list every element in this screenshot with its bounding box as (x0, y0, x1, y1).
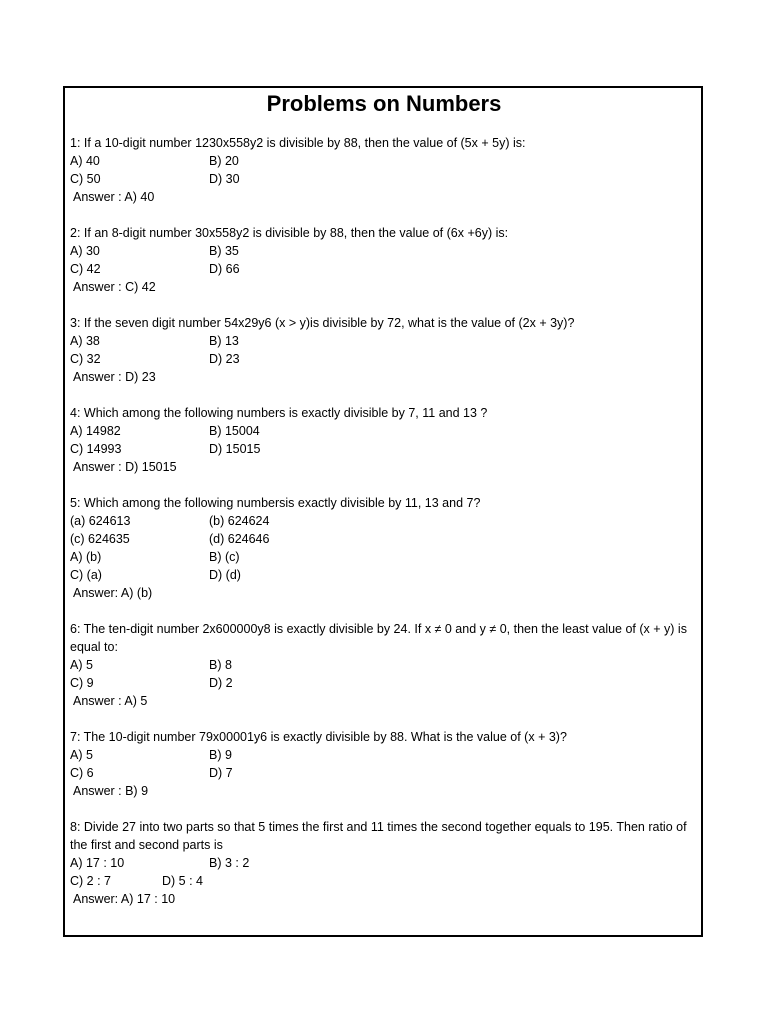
question-8 (70, 818, 700, 908)
question-text: 4: Which among the following numbers is exactly divisible by 7, 11 and 13 ? (70, 406, 488, 420)
option-a: A) 5 (70, 658, 93, 672)
question-2 (70, 224, 700, 296)
sub-option-a: (a) 624613 (70, 514, 131, 528)
options-row (70, 854, 700, 872)
option-b: B) 9 (209, 748, 232, 762)
option-a: A) 17 : 10 (70, 856, 125, 870)
question-6 (70, 620, 700, 710)
option-c: C) (a) (70, 568, 102, 582)
question-text: 1: If a 10-digit number 1230x558y2 is divisible by 88, then the value of (5x + 5y) is: (70, 136, 526, 150)
option-d: D) 30 (209, 172, 240, 186)
question-text: 2: If an 8-digit number 30x558y2 is divisible by 88, then the value of (6x +6y) is: (70, 226, 509, 240)
options-row (70, 674, 700, 692)
options-row (70, 530, 700, 548)
options-row (70, 566, 700, 584)
question-5 (70, 494, 700, 602)
option-d: D) 5 : 4 (162, 874, 203, 888)
sub-option-c: (c) 624635 (70, 532, 130, 546)
option-c: C) 42 (70, 262, 101, 276)
option-b: B) 13 (209, 334, 239, 348)
option-d: D) 7 (209, 766, 233, 780)
options-row (70, 242, 700, 260)
option-a: A) 38 (70, 334, 100, 348)
option-c: C) 9 (70, 676, 94, 690)
question-text: 7: The 10-digit number 79x00001y6 is exactly divisible by 88. What is the value of (x + 3)? (70, 730, 567, 744)
question-3 (70, 314, 700, 386)
option-b: B) 8 (209, 658, 232, 672)
answer-line: Answer: A) (b) (73, 586, 153, 600)
option-b: B) 20 (209, 154, 239, 168)
options-row (70, 512, 700, 530)
option-a: A) 5 (70, 748, 93, 762)
option-d: D) 23 (209, 352, 240, 366)
answer-line: Answer : C) 42 (73, 280, 156, 294)
option-c: C) 14993 (70, 442, 122, 456)
question-1 (70, 134, 700, 206)
options-row (70, 656, 700, 674)
option-a: A) 40 (70, 154, 100, 168)
options-row (70, 440, 700, 458)
option-d: D) 2 (209, 676, 233, 690)
option-c: C) 32 (70, 352, 101, 366)
option-d: D) (d) (209, 568, 241, 582)
answer-line: Answer : A) 40 (73, 190, 155, 204)
answer-line: Answer : A) 5 (73, 694, 148, 708)
options-row (70, 152, 700, 170)
options-row (70, 872, 700, 890)
page-title: Problems on Numbers (266, 91, 502, 116)
answer-line: Answer : D) 23 (73, 370, 156, 384)
options-row (70, 260, 700, 278)
options-row (70, 422, 700, 440)
answer-line: Answer: A) 17 : 10 (73, 892, 176, 906)
options-row (70, 746, 700, 764)
question-list (70, 134, 700, 926)
question-text: 3: If the seven digit number 54x29y6 (x > y)is divisible by 72, what is the value of (2x + 3y)? (70, 316, 575, 330)
option-d: D) 15015 (209, 442, 261, 456)
question-4 (70, 404, 700, 476)
option-c: C) 50 (70, 172, 101, 186)
options-row (70, 350, 700, 368)
option-b: B) 35 (209, 244, 239, 258)
option-d: D) 66 (209, 262, 240, 276)
option-c: C) 6 (70, 766, 94, 780)
sub-option-b: (b) 624624 (209, 514, 270, 528)
option-a: A) 30 (70, 244, 100, 258)
options-row (70, 548, 700, 566)
option-b: B) (c) (209, 550, 240, 564)
answer-line: Answer : B) 9 (73, 784, 149, 798)
answer-line: Answer : D) 15015 (73, 460, 177, 474)
option-b: B) 15004 (209, 424, 260, 438)
sub-option-d: (d) 624646 (209, 532, 270, 546)
options-row (70, 170, 700, 188)
option-b: B) 3 : 2 (209, 856, 250, 870)
option-c: C) 2 : 7 (70, 874, 111, 888)
options-row (70, 764, 700, 782)
question-7 (70, 728, 700, 800)
question-text: 6: The ten-digit number 2x600000y8 is exactly divisible by 24. If x ≠ 0 and y ≠ 0, then the least value of (x + y) is equal to: (70, 622, 687, 654)
options-row (70, 332, 700, 350)
question-text: 8: Divide 27 into two parts so that 5 times the first and 11 times the second together equals to 195. Then ratio of the first and second parts is (70, 820, 687, 852)
option-a: A) 14982 (70, 424, 121, 438)
question-text: 5: Which among the following numbersis exactly divisible by 11, 13 and 7? (70, 496, 481, 510)
option-a: A) (b) (70, 550, 102, 564)
